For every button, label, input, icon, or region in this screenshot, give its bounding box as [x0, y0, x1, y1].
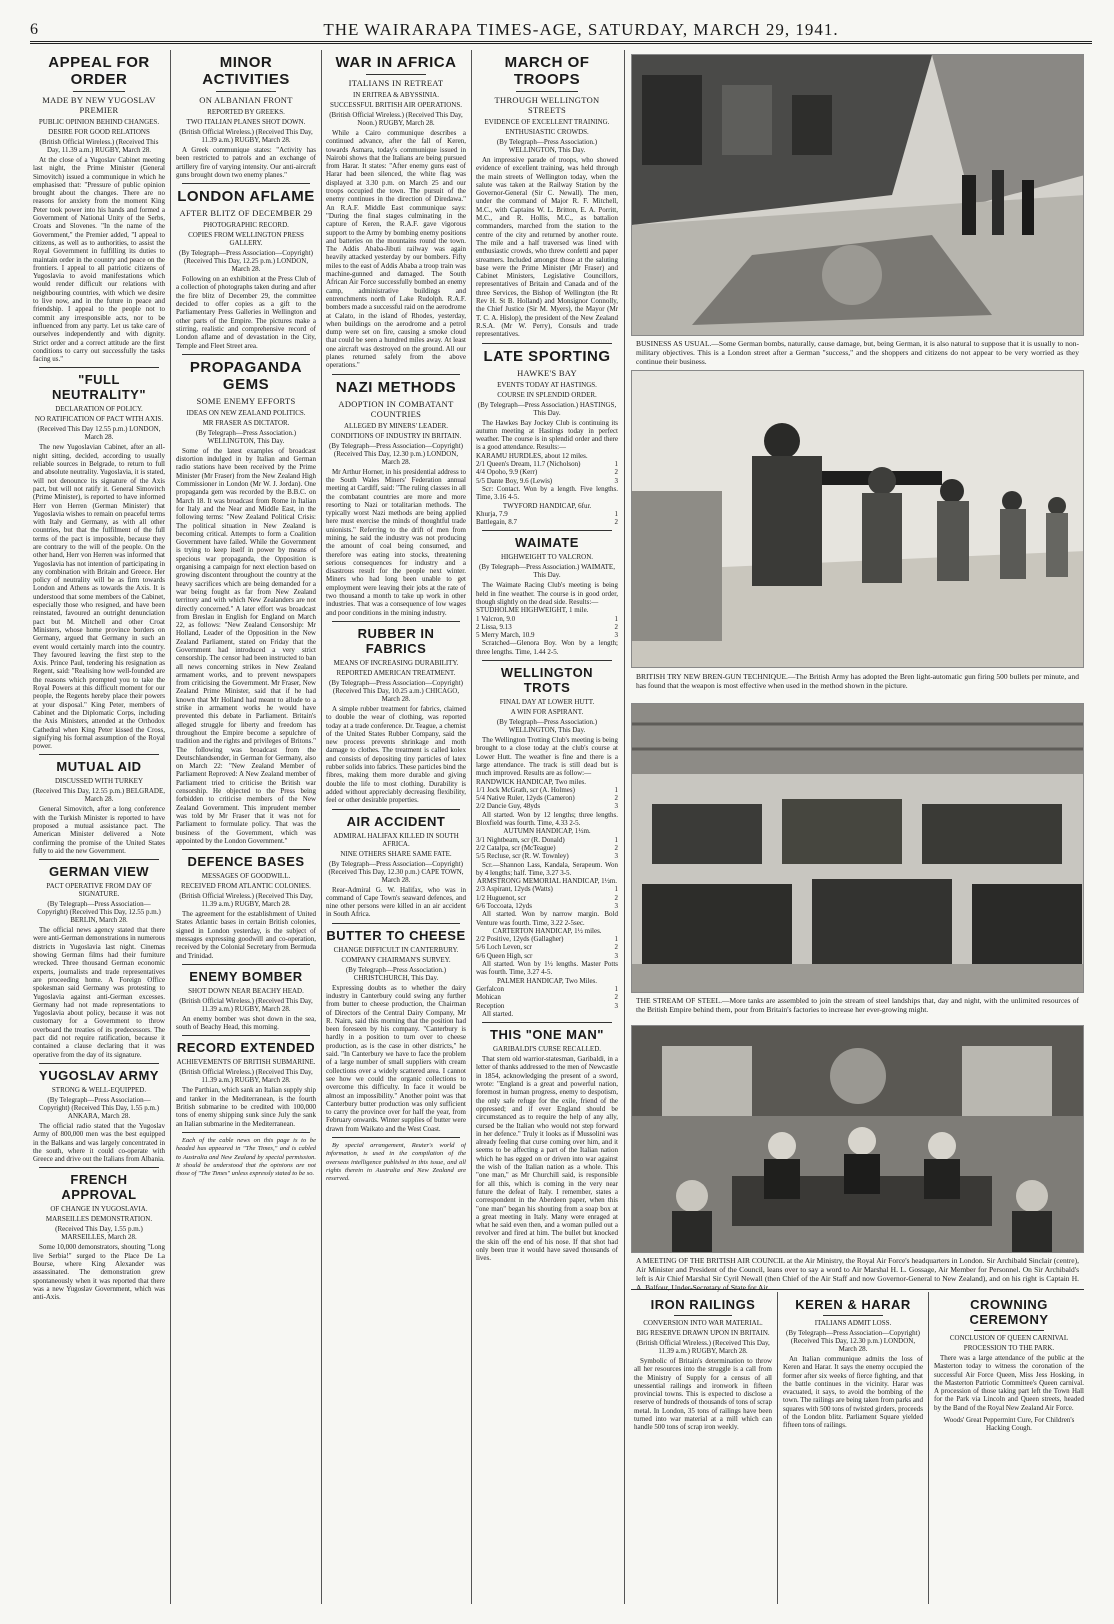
race-result-row	[476, 952, 618, 960]
race-title: TWYFORD HANDICAP, 6fur.	[502, 501, 592, 510]
subheadline: HAWKE'S BAY	[517, 367, 577, 378]
article-body: The Parthian, which sank an Italian supply ship and tanker in the Mediterranean, is the fourth British submarine to be credited with 100,000 tons of enemy shipping sunk since July the sank an Italian submarine in the Mediterranean.	[176, 1086, 316, 1128]
dateline: (By Telegraph—Press Association—Copyright) (Received This Day, 12.30 p.m.) LONDON, March 28.	[329, 441, 463, 466]
race-result-row	[476, 794, 618, 802]
horse-name: 5/4 Native Ruler, 12yds (Cameron)	[476, 794, 575, 803]
article-body: The official news agency stated that there were anti-German demonstrations in numerous districts in Yugoslavia last night. Cinemas showing German films had their furniture wrecked. Three thousand German economic experts, journalists and trade representatives are proceeding home. A Foreign Office spokesman said Germany was protesting to Yugoslavia against anti-German excesses. Germany had not made representations to Yugoslavia about policy, because it was not customary for a Government to throw overboard the treaties of its predecessors. The pact did not require ratification, because it contained a clause declaring that it was operative from the day of its signature.	[33, 926, 165, 1059]
photo-caption: A MEETING OF THE BRITISH AIR COUNCIL at the Air Ministry, the Royal Air Force's headquarters in London. Sir Archibald Sinclair (centre), Air Minister and President of the Council, leans over to say a word to Air Marshal H. L. Gossage, Air Member for Personnel. On Sir Archibald's left is Air Chief Marshal Sir Cyril Newall (then Chief of the Air Staff and now Governor-General to New Zealand), and on his right is Captain H. A. Balfour, Under-Secretary of State for Air.	[636, 1256, 1079, 1292]
dateline: (British Official Wireless.) (Received This Day, 11.39 a.m.) RUGBY, March 28.	[179, 128, 313, 144]
article-body: The new Yugoslavian Cabinet, after an all-night sitting, decided, according to usually reliable sources in Belgrade, to return to full and absolute neutrality. Yugoslavia, it is stated, will not denounce its signature of the Axis pact, but will not ratify it. General Simovitch (Prime Minister), is reported to have informed Herr von Herren (German Minister) that Yugoslavia wishes to remain on peaceful terms with Italy and Germany, as with all other countries, but that the fulfilment of the full terms of the pact is impossible, because they are contrary to the will of the people. On the other hand, Herr von Herren was informed that Yugoslavia has not intention of participating in any combination with Britain and Greece. Her policy of neutrality will be as firm towards London and Athens as towards the Axis. It is understood that some members of the Cabinet, especially those who resigned, and have been reinstated, favoured an outright denunciation pact but M. Mitchell and other Croat Ministers, whose home province borders on Germany, argued that Germany in such an event would certainly march into the country. They favoured leaving the first step to the Axis. Prince Paul, tendering his resignation as Regent, said: "Realising how well-founded are the reasons which prompted you to take the Royal Powers at this difficult moment for our people, the Regents hereby place their powers at your disposal." King Peter, members of Cabinet and the Diplomatic Corps, including the Axis Ministers, attended at the Orthodox Cathedral when King Peter kissed the Cross, signifying his formal assumption of the Royal power.	[33, 443, 165, 751]
subheadline: COURSE IN SPLENDID ORDER.	[497, 390, 597, 399]
article-full-neutrality	[33, 372, 165, 750]
headline: CROWNING CEREMONY	[969, 1297, 1049, 1327]
subheadline: SUCCESSFUL BRITISH AIR OPERATIONS.	[330, 101, 462, 109]
article-body: The Waimate Racing Club's meeting is being held in fine weather. The course is in good order, though slightly on the dead side. Results:—	[476, 581, 618, 606]
headline: ENEMY BOMBER	[189, 968, 303, 984]
subheadline: OF CHANGE IN YUGOSLAVIA.	[50, 1205, 148, 1214]
photo-bren-gun-soldiers	[631, 370, 1084, 668]
subheadline: ACHIEVEMENTS OF BRITISH SUBMARINE.	[176, 1058, 316, 1067]
horse-name: 2 Lissa, 9.13	[476, 622, 512, 631]
article-body: An Italian communique admits the loss of Keren and Harar. It says the enemy occupied the former after six weeks of fierce fighting, and that the battle continues in the vicinity. Harar was evacuated, it says, to avoid the bombing of the town. The railings are being taken from parks and squares with 500 tons of twisted girders, proceeds of the London blitz. Parliament Square yielded fifteen tons of railings.	[783, 1355, 923, 1430]
dateline: (British Official Wireless.) (Received This Day, 11.39 a.m.) RUGBY, March 28.	[179, 996, 313, 1013]
placing: 1	[614, 614, 618, 623]
subheadline: NO RATIFICATION OF PACT WITH AXIS.	[34, 415, 164, 424]
headline: FRENCH APPROVAL	[61, 1172, 137, 1203]
subheadline: PUBLIC OPINION BEHIND CHANGES.	[38, 118, 160, 126]
headline: MINOR ACTIVITIES	[202, 54, 290, 88]
race-result-row	[476, 935, 618, 943]
race-result-row	[476, 510, 618, 518]
dateline: (By Telegraph—Press Association—Copyright) (Received This Day, 10.25 a.m.) CHICAGO, March 28.	[329, 678, 463, 703]
race-results	[476, 985, 618, 1010]
reuters-note: By special arrangement, Reuter's world of information, is used in the compilation of the overseas intelligence published in this issue, and all rights therein in Australia and New Zealand are reserved.	[326, 1142, 466, 1183]
headline: APPEAL FOR ORDER	[48, 54, 150, 88]
page-number: 6	[30, 20, 38, 38]
dateline: (British Official Wireless.) (Received This Day, Noon.) RUGBY, March 28.	[329, 111, 463, 127]
photo-tank-factory	[631, 703, 1084, 993]
subheadline: ALLEGED BY MINERS' LEADER.	[343, 421, 449, 430]
horse-name: 5/5 Dante Boy, 9.6 (Lewis)	[476, 476, 553, 485]
subheadline: MADE BY NEW YUGOSLAV PREMIER	[42, 95, 156, 115]
horse-name: 2/2 Dancie Guy, 48yds	[476, 802, 541, 811]
headline: MARCH OF TROOPS	[504, 54, 590, 88]
copyright-note: Each of the cable news on this page is to be headed has appeared in "The Times," and is cabled to Australia and New Zealand by special permission. It should be understood that the opinions are not those of "The Times" unless expressly stated to be so.	[176, 1136, 316, 1178]
article-wellington-trots	[476, 665, 618, 1018]
race-result-row	[476, 615, 618, 623]
horse-name: Mohican	[476, 993, 501, 1002]
article-rubber-in-fabrics	[326, 626, 466, 805]
race-result-row	[476, 460, 618, 468]
headline: AIR ACCIDENT	[346, 813, 446, 829]
article-body: Symbolic of Britain's determination to throw all her resources into the struggle is a call from the Ministry of Supply for a census of all unessential railings and ironwork in fifteen provincial towns. This is expected to disclose a reserve of hundreds of thousands of tons of scrap metal. In London, 35 tons of railings have been turned into war material at a mill which can handle 500 tons of scrap iron weekly.	[634, 1357, 772, 1432]
headline: IRON RAILINGS	[650, 1297, 756, 1312]
subheadline: COMPANY CHAIRMAN'S SURVEY.	[341, 955, 451, 964]
placing: 1	[614, 984, 618, 993]
section-rule	[631, 1289, 1084, 1290]
race-results	[476, 836, 618, 861]
horse-name: 2/1 Queen's Dream, 11.7 (Nicholson)	[476, 460, 581, 469]
dateline: (By Telegraph—Press Association—Copyright) (Received This Day, 1.55 p.m.) ANKARA, March 28.	[38, 1095, 160, 1120]
horse-name: Gerfalcon	[476, 984, 504, 993]
subheadline: CONDITIONS OF INDUSTRY IN BRITAIN.	[330, 431, 462, 440]
article-late-sporting	[476, 348, 618, 527]
horse-name: Khurja, 7.9	[476, 509, 508, 518]
race-title: KARAMU HURDLES, about 12 miles.	[476, 451, 588, 460]
photo-caption: BUSINESS AS USUAL.—Some German bombs, naturally, cause damage, but, being German, it is also natural to suppose that it is usually to non-military objectives. This is a London street after a German "success," and the shoppers and citizens do not appear to be very worried as they continue their business.	[636, 339, 1079, 366]
race-note: All started. Won by narrow margin. Bold Venture was fourth. Time, 3.22 2-5sec.	[476, 910, 618, 927]
placing: 2	[614, 518, 618, 527]
placing: 2	[614, 794, 618, 803]
race-note: Scr.—Shannon Lass, Kandala, Serapeum. Won by 4 lengths; half. Time, 3.27 3-5.	[476, 860, 618, 877]
article-body: Some of the latest examples of broadcast distortion indulged in by Italian and German radio stations have been received by the Prime Minister (Mr Fraser) from the New Zealand High Commissioner in London (Mr W. J. Jordan). One propaganda gem was recorded by the B.B.C. on March 18. It was broadcast from Rome in Italian for Italy and the Near and Middle East, in the following terms: "New Zealand Political Crisis: The political situation in New Zealand is becoming critical. Attempts to form a Coalition Government have failed. While the Government is trying to keep itself in power by means of specious war propaganda, the Opposition is organising a campaign for next election based on growing discontent throughout the country at the heavy sacrifices which are being demanded for a war being fought as far from New Zealand territory and with which New Zealanders are not directly concerned." A later effort was broadcast from Breslau in English for England on March 22, as follows: "New Zealand Censorship: Mr Holland, Leader of the Opposition in the New Zealand Parliament, stated on Friday that the Government had introduced a very strict censorship. The censor had been instructed to ban all news concerning strikes in New Zealand armament works, and to prevent newspapers from criticising the Government. Mr Fraser, New Zealand Prime Minister, said that if he had known that Mr Holland had meant to allude to a strike in armament works he would have prevented this debate in Parliament. Britain's alleged struggle for liberty and freedom has throughout the Empire become a sepulchre of tradition and the rights and privileges of Britons." The following was broadcast from the Deutschlandsender, in German for Germany, also on March 22: "New Zealand Member of Parliament Reproved: A New Zealand member of Parliament tried to criticise the British war censorship. He objected to the Press being forbidden to criticise members of the New Zealand Government. This imprudent member was told by Mr Fraser that it was not for Parliament to formulate policy. That was the business of the Government, which was appointed by the London Government."	[176, 446, 316, 845]
race-result-row	[476, 852, 618, 860]
article-yugoslav-army	[33, 1068, 165, 1163]
subheadline: DISCUSSED WITH TURKEY	[54, 777, 144, 786]
article-french-approval	[33, 1172, 165, 1301]
article-body: The Wellington Trotting Club's meeting is being brought to a close today at the club's course at Lower Hutt. The weather is fine and there is a large attendance. The track is still dead but is much improved. Results are as follow:—	[476, 736, 618, 778]
subheadline: SHOT DOWN NEAR BEACHY HEAD.	[188, 986, 304, 995]
article-body: That stern old warrior-statesman, Garibaldi, in a letter of thanks addressed to the men of Newcastle in 1854, acknowledging the present of a sword, wrote: "England is a great and powerful nation, foremost in human progress, enemy to despotism, the only safe refuge for the exile, friend of the oppressed; and if ever England should be circumstanced as to require the help of any ally, cursed be the Italian who would not step forward in her defence." Truly it looks as if Mussolini was already feeling that curse coming over him, and it seems to be affecting a part of the Italian nation which he has egged on or driven into war against the wish of the Italian nation as a whole. This "one man," as Mr Churchill said, is responsible for all this, which is coming in the very near future the defeat of Italy. I remember, states a correspondent in the Aberdeen paper, when this "one man" began his shouting from a soap box at a great meeting in Italy. Many were enraged at what he said even then, and a woman pulled out a revolver and fired at him. The bullet but knocked the skin off the end of his nose. If that shot had only been true it would have saved thousands of lives.	[476, 1055, 618, 1263]
subheadline: IDEAS ON NEW ZEALAND POLITICS.	[186, 408, 306, 417]
placing: 1	[614, 885, 618, 894]
article-london-aflame	[176, 188, 316, 350]
headline: PROPAGANDA GEMS	[189, 358, 303, 393]
article-body: General Simovitch, after a long conference with the Turkish Minister is reported to have proposed a mutual assistance pact. The American Minister delivered a Note confirming the promise of the United States fully to aid the new Government.	[33, 805, 165, 855]
race-result-row	[476, 943, 618, 951]
placing: 3	[614, 951, 618, 960]
race-title: STUDHOLME HIGHWEIGHT, 1 mile.	[476, 606, 589, 615]
race-result-row	[476, 985, 618, 993]
race-result-row	[476, 836, 618, 844]
article-propaganda-gems	[176, 359, 316, 845]
horse-name: 1/1 Jock McGrath, scr (A. Holmes)	[476, 785, 575, 794]
article-body: An impressive parade of troops, who showed evidence of excellent training, was held through the main streets of Wellington today, when the salute was taken at the Railway Station by the Governor-General (Sir C. Newall). The men, under the command of Major R. F. Mitchell, M.C., with Captains W. L. Britton, E. A. Porritt, M.C., and R. Hollis, M.C., as battalion commanders, marched from the station to the centre of the city and returned by another route. The mile and a half traversed was lined with enthusiastic crowds, who threw confetti and paper streamers. Included amongst those at the saluting base were the Prime Minister (Mr Fraser) and Cabinet Ministers, Legislative Councillors, representatives of Britain and Canada and of the three Services, the Bishop of Wellington (the Rt Rev H. St B. Holland) and Monsignor Connolly, the Chief Justice (Sir M. Myers), the Mayor (Mr T. C. A. Hislop), the president of the New Zealand R.S.A. (Mr W. Perry), Consuls and trade representatives.	[476, 156, 618, 339]
column-1	[33, 50, 165, 1604]
race-result-row	[476, 518, 618, 526]
horse-name: 6/6 Queen High, scr	[476, 951, 533, 960]
article-body: At the close of a Yugoslav Cabinet meeting last night, the Prime Minister (General Simovitch) issued a communique in which he emphasised that: "Pressure of public opinion brought about the changes. There are no reasons for anxiety from the moment King Peter took power into his hands and formed a Government of National Unity of the Serbs, Croats and Slovenes. "In the name of the Government," the Premier added, "I appeal to citizens, as well as to authorities, to assist the Royal Government in fulfilling its duties to maintain order in the country and peace on the frontiers. I appeal to all patriotic citizens of Yugoslavia to avoid manifestations which would render difficult our relations with neighbouring countries, with which we desire to live now, and in the future in peace and friendship. I appeal to the people not to commit any irresponsible acts, nor to be influenced from any party. Let us take care of ourselves independently and with dignity. Strict order and a correct attitude are the first conditions to carry out successfully the tasks facing us."	[33, 156, 165, 364]
horse-name: 5/6 Loch Leven, scr	[476, 943, 532, 952]
column-4	[476, 50, 618, 1604]
race-results	[476, 885, 618, 910]
dateline: (Received This Day 12.55 p.m.) LONDON, March 28.	[37, 425, 161, 442]
race-title: PALMER HANDICAP, Two Miles.	[496, 976, 598, 985]
race-result-row	[476, 631, 618, 639]
race-title: AUTUMN HANDICAP, 1½m.	[503, 827, 591, 836]
subheadline: STRONG & WELL-EQUIPPED.	[51, 1085, 147, 1094]
horse-name: 2/3 Aspirant, 12yds (Watts)	[476, 885, 553, 894]
article-body: A simple rubber treatment for fabrics, claimed to double the wear of clothing, was reported today at a trade conference. Dr. Teague, a chemist of the United States Rubber Company, said the new process prevents shrinkage and moth damage to clothes. The treatment is called kolex and consists of depositing tiny particles of latex rubber solids into fabrics. These particles bind the fibres, making them more durable and giving double the life to most clothing. Durability is added without appreciably decreasing flexibility, feel or other desirable properties.	[326, 704, 466, 805]
subheadline: DESIRE FOR GOOD RELATIONS	[48, 128, 150, 136]
subheadline: FINAL DAY AT LOWER HUTT.	[499, 698, 595, 707]
article-waimate	[476, 535, 618, 656]
dateline: (By Telegraph—Press Association.) WELLINGTON, This Day.	[496, 138, 598, 154]
article-body: An enemy bomber was shot down in the sea, south of Beachy Head, this morning.	[176, 1014, 316, 1032]
horse-name: 2/2 Positive, 12yds (Gallagher)	[476, 935, 564, 944]
dateline: (By Telegraph—Press Association—Copyright) (Received This Day, 12.30 p.m.) LONDON, March 28.	[786, 1329, 920, 1353]
race-title: ARMSTRONG MEMORIAL HANDICAP, 1½m.	[476, 877, 618, 886]
placing: 2	[614, 943, 618, 952]
subheadline: CONCLUSION OF QUEEN CARNIVAL	[949, 1334, 1069, 1342]
placing: 1	[614, 935, 618, 944]
subheadline: CHANGE DIFFICULT IN CANTERBURY.	[333, 945, 459, 954]
subheadline: MARSEILLES DEMONSTRATION.	[45, 1215, 153, 1224]
article-appeal-for-order	[33, 54, 165, 363]
article-air-accident	[326, 814, 466, 919]
subheadline: THROUGH WELLINGTON STREETS	[494, 95, 600, 115]
horse-name: 2/2 Catalpa, scr (McTeague)	[476, 843, 556, 852]
article-iron-railings	[634, 1293, 772, 1604]
placing: 3	[614, 476, 618, 485]
race-title: CARTERTON HANDICAP, 1½ miles.	[492, 926, 602, 935]
article-defence-bases	[176, 854, 316, 960]
dateline: (By Telegraph—Press Association.) HASTINGS, This Day.	[477, 400, 617, 417]
placing: 2	[614, 893, 618, 902]
article-german-view	[33, 864, 165, 1059]
article-record-extended	[176, 1040, 316, 1127]
placing: 1	[614, 835, 618, 844]
race-results	[476, 615, 618, 640]
article-body: The agreement for the establishment of United States Atlantic bases in certain British colonies, signed in London yesterday, is the subject of messages expressing goodwill and co-operation, received by the Colonial Secretary from Bermuda and Trinidad.	[176, 910, 316, 960]
subheadline: PACT OPERATIVE FROM DAY OF SIGNATURE.	[46, 882, 152, 899]
article-crowning-ceremony	[934, 1293, 1084, 1604]
horse-name: 1/2 Huguenot, scr	[476, 893, 526, 902]
placing: 2	[614, 468, 618, 477]
article-body: There was a large attendance of the public at the Masterton today to witness the coronation of the successful Air Force Queen, Miss Jess Hosking, in the Masterton Patriotic Committee's Queen carnival. A procession of those taking part left the Town Hall for the Park via Lincoln and Queen streets, headed by the Band of the Royal New Zealand Air Force.	[934, 1354, 1084, 1412]
dateline: (By Telegraph—Press Association.) CHRISTCHURCH, This Day.	[345, 965, 447, 982]
dateline: (By Telegraph—Press Association—Copyright) (Received This Day, 12.55 p.m.) BERLIN, March 28.	[37, 900, 161, 925]
headline: YUGOSLAV ARMY	[39, 1067, 159, 1083]
article-minor-activities	[176, 54, 316, 179]
subheadline: PROCESSION TO THE PARK.	[963, 1344, 1055, 1352]
dateline: (By Telegraph—Press Association.) WAIMATE, This Day.	[479, 563, 615, 580]
masthead	[30, 18, 1092, 44]
column-rule	[170, 50, 171, 1604]
headline: NAZI METHODS	[335, 378, 457, 396]
race-result-row	[476, 894, 618, 902]
article-body: A Greek communique states: "Activity has been restricted to patrols and an exchange of artillery fire of varying intensity. Our anti-aircraft guns brought down two enemy planes."	[176, 146, 316, 179]
newspaper-title: THE WAIRARAPA TIMES-AGE, SATURDAY, MARCH 29, 1941.	[323, 19, 839, 39]
article-march-of-troops	[476, 54, 618, 339]
subheadline: ADMIRAL HALIFAX KILLED IN SOUTH AFRICA.	[333, 831, 459, 848]
article-body: Mr Arthur Horner, in his presidential address to the South Wales Miners' Federation annual meeting at Cardiff, said: "The ruling classes in all the combatant countries are more and more resorting to Nazi or totalitarian methods. The typically worst Nazi methods are being applied here must exercise the minds of thoughtful trade unionists." Referring to the drift of men from mining, he said the industry was not producing the amount of coal being consumed, and therefore was eating into stocks, threatening serious consequences for industry and a disastrous result for the people next winter. Miners who had long been unable to get employment were leaving their jobs at the rate of two thousand a month to take up work in other industries. That was a consequence of low wages and poor conditions in the mining industry.	[326, 467, 466, 617]
horse-name: 5 Merry March, 10.9	[476, 631, 535, 640]
column-rule	[624, 50, 625, 1604]
horse-name: 1 Valcron, 9.0	[476, 614, 516, 623]
headline: GERMAN VIEW	[48, 864, 150, 880]
subheadline: REPORTED AMERICAN TREATMENT.	[336, 668, 456, 677]
race-result-row	[476, 468, 618, 476]
horse-name: 4/4 Opoho, 9.9 (Kerr)	[476, 468, 538, 477]
race-result-row	[476, 802, 618, 810]
subheadline: EVENTS TODAY AT HASTINGS.	[497, 380, 597, 389]
subheadline: REPORTED BY GREEKS.	[207, 108, 285, 116]
subheadline: PHOTOGRAPHIC RECORD.	[203, 221, 289, 230]
race-results	[476, 510, 618, 527]
horse-name: 6/6 Toccoata, 12yds	[476, 902, 532, 910]
article-butter-to-cheese	[326, 928, 466, 1133]
race-results	[476, 786, 618, 811]
advertisement: Woods' Great Peppermint Cure, For Children's Hacking Cough.	[943, 1416, 1075, 1433]
headline: DEFENCE BASES	[187, 854, 305, 870]
horse-name: Battlegain, 8.7	[476, 518, 518, 527]
headline: LONDON AFLAME	[177, 188, 315, 206]
dateline: (By Telegraph—Press Association—Copyright) (Received This Day, 12.30 p.m.) CAPE TOWN, March 28.	[328, 859, 464, 884]
dateline: (By Telegraph—Press Association.) WELLINGTON, This Day.	[496, 718, 598, 735]
photo-air-council-meeting	[631, 1025, 1084, 1253]
race-results	[476, 460, 618, 485]
placing: 3	[614, 1001, 618, 1010]
race-result-row	[476, 844, 618, 852]
race-result-row	[476, 477, 618, 485]
subheadline: SOME ENEMY EFFORTS	[196, 395, 296, 406]
dateline: (Received This Day, 1.55 p.m.) MARSEILLES, March 28.	[55, 1225, 143, 1242]
placing: 2	[614, 993, 618, 1002]
subheadline: ITALIANS IN RETREAT	[348, 78, 444, 88]
dateline: (British Official Wireless.) (Received This Day, 11.39 a.m.) RUGBY, March 28.	[179, 1068, 313, 1085]
placing: 3	[614, 852, 618, 861]
subheadline: EVIDENCE OF EXCELLENT TRAINING.	[484, 118, 610, 126]
placing: 3	[614, 802, 618, 811]
horse-name: Reception	[476, 1001, 505, 1010]
article-body: Rear-Admiral G. W. Halifax, who was in command of Cape Town's seaward defences, and nine other persons were killed in an air accident in South Africa.	[326, 885, 466, 919]
race-note: All started. Won by 12 lengths; three lengths. Bloxfield was fourth. Time, 4.33 2-5.	[476, 810, 618, 828]
column-rule	[928, 1292, 929, 1604]
article-body: The official radio stated that the Yugoslav Army of 800,000 men was the best equipped in the Balkans and was largely concentrated in the south, where it could co-operate with Greece and drive out the Italians from Albania.	[33, 1121, 165, 1164]
race-result-row	[476, 885, 618, 893]
subheadline: HIGHWEIGHT TO VALCRON.	[500, 553, 594, 562]
headline: KEREN & HARAR	[795, 1297, 911, 1312]
placing: 3	[614, 902, 618, 910]
article-body: Following on an exhibition at the Press Club of a collection of photographs taken during and after the fire blitz of December 29, the committee decided to offer copies as a gift to the Parliamentary Press Galleries in Wellington and other parts of the Empire. The pictures make a stirring, realistic and comprehensive record of London aflame and of devastation in the City, Temple and Fleet Street area.	[176, 275, 316, 350]
article-keren-harar	[783, 1293, 923, 1604]
photo-bomb-damaged-street	[631, 54, 1084, 336]
subheadline: CONVERSION INTO WAR MATERIAL.	[643, 1319, 763, 1327]
race-result-row	[476, 786, 618, 794]
subheadline: ON ALBANIAN FRONT	[199, 95, 293, 105]
headline: THIS "ONE MAN"	[490, 1027, 604, 1043]
headline: RECORD EXTENDED	[176, 1040, 316, 1056]
article-nazi-methods	[326, 379, 466, 617]
column-rule	[321, 50, 322, 1604]
subheadline: GARIBALDI'S CURSE RECALLED.	[492, 1045, 601, 1054]
headline: "FULL NEUTRALITY"	[52, 372, 146, 403]
subheadline: TWO ITALIAN PLANES SHOT DOWN.	[186, 118, 306, 126]
column-rule	[471, 50, 472, 1604]
race-result-row	[476, 623, 618, 631]
dateline: (British Official Wireless.) (Received This Day, 11.39 a.m.) RUGBY, March 28.	[39, 138, 159, 154]
subheadline: DECLARATION OF POLICY.	[55, 405, 143, 414]
dateline: (British Official Wireless.) (Received This Day, 11.39 a.m.) RUGBY, March 28.	[636, 1339, 770, 1355]
article-war-in-africa	[326, 54, 466, 370]
subheadline: AFTER BLITZ OF DECEMBER 29	[179, 208, 313, 219]
subheadline: ENTHUSIASTIC CROWDS.	[505, 128, 589, 136]
article-body: While a Cairo communique describes a continued advance, after the fall of Keren, towards Asmara, today's communique issued in Nairobi shows that the Italians are being pursued from Harar. It states: "After enemy guns east of Harar had been silenced, the white flag was displayed at 3.30 p.m. on March 25 and our troops occupied the town. The pursuit of the enemy continues in the direction of Diredawa." An R.A.F. Middle East communique says: "During the final stages culminating in the capture of Keren, the R.A.F. gave vigorous support to the Army by bombing enemy positions and batteries on the mountains round the town. The Addis Ababa-Jibuti railway was again heavily attacked yesterday by our bombers. Fifty miles to the east of Addis Ababa a troop train was machine-gunned and damaged. The South African Air Force successfully bombed an enemy camp, administrative buildings and entrenchments north of Lake Rudolph. R.A.F. bombers made a successful raid on the aerodrome at Calato, in the island of Rhodes, yesterday, when buildings on the aerodrome and a petrol dump were set on fire, causing a smoke cloud that could be seen a hundred miles away. At least one aircraft was destroyed on the ground. All our planes returned safely from the above operations."	[326, 129, 466, 370]
subheadline: A WIN FOR ASPIRANT.	[510, 708, 584, 717]
subheadline: IN ERITREA & ABYSSINIA.	[353, 91, 439, 99]
subheadline: ITALIANS ADMIT LOSS.	[814, 1319, 892, 1327]
dateline: (Received This Day, 12.55 p.m.) BELGRADE, March 28.	[33, 787, 165, 804]
race-result-row	[476, 902, 618, 910]
race-note: All started.	[482, 1009, 514, 1018]
headline: BUTTER TO CHEESE	[326, 927, 466, 943]
placing: 3	[614, 631, 618, 640]
race-title: RANDWICK HANDICAP, Two miles.	[476, 777, 587, 786]
subheadline: RECEIVED FROM ATLANTIC COLONIES.	[181, 882, 311, 891]
headline: WELLINGTON TROTS	[500, 665, 594, 696]
subheadline: ADOPTION IN COMBATANT COUNTRIES	[338, 398, 454, 419]
subheadline: MR FRASER AS DICTATOR.	[202, 418, 290, 427]
placing: 2	[614, 622, 618, 631]
horse-name: 5/5 Recluse, scr (R. W. Townley)	[476, 852, 569, 861]
column-2	[176, 50, 316, 1604]
article-body: Some 10,000 demonstrators, shouting "Long live Serbia!" surged to the Place De La Bourse, where King Alexander was assassinated. The demonstration grew spontaneously when it was reported that there was a new Yugoslav Government, which was anti-Axis.	[33, 1243, 165, 1302]
column-rule	[777, 1292, 778, 1604]
race-note: Scr: Contact. Won by a length. Five lengths. Time, 3.16 4-5.	[476, 484, 618, 502]
subheadline: NINE OTHERS SHARE SAME FATE.	[340, 849, 452, 858]
photo-caption: BRITISH TRY NEW BREN-GUN TECHNIQUE.—The British Army has adopted the Bren light-automatic gun firing 500 bullets per minute, and has found that the weapon is most effective when used in the method shown in the picture.	[636, 672, 1079, 690]
article-enemy-bomber	[176, 969, 316, 1032]
race-result-row	[476, 1002, 618, 1010]
headline: WAIMATE	[515, 535, 579, 551]
dateline: (By Telegraph—Press Association—Copyright) (Received This Day, 12.25 p.m.) LONDON, March 28.	[179, 249, 313, 274]
headline: WAR IN AFRICA	[335, 54, 457, 71]
race-note: All started. Won by 1½ lengths. Master Potts was fourth. Time, 3.27 4-5.	[476, 960, 618, 977]
subheadline: COPIES FROM WELLINGTON PRESS GALLERY.	[188, 231, 304, 248]
race-results	[476, 935, 618, 960]
dateline: (By Telegraph—Press Association.) WELLINGTON, This Day.	[195, 428, 297, 445]
headline: MUTUAL AID	[56, 759, 142, 775]
subheadline: BIG RESERVE DRAWN UPON IN BRITAIN.	[636, 1329, 770, 1337]
dateline: (British Official Wireless.) (Received This Day, 11.39 a.m.) RUGBY, March 28.	[179, 892, 313, 909]
article-one-man	[476, 1027, 618, 1262]
placing: 2	[614, 843, 618, 852]
race-result-row	[476, 993, 618, 1001]
placing: 1	[614, 509, 618, 518]
photo-caption: THE STREAM OF STEEL.—More tanks are assembled to join the stream of steel landships that, day and night, with the unlimited resources of the British Empire behind them, pour from Britain's factories to increase her ever-growing might.	[636, 996, 1079, 1014]
headline: LATE SPORTING	[483, 347, 611, 365]
subheadline: MESSAGES OF GOODWILL.	[201, 872, 291, 881]
article-body: Expressing doubts as to whether the dairy industry in Canterbury could swing any further from butter to cheese production, the Chairman of Directors of the Central Dairy Company, Mr R. Nairn, said this morning that the position had been foreseen by his company. "Canterbury is hardly in a position to turn over to cheese production, as is the case in other districts," he said. "In Canterbury we have to face the problem of a large number of small suppliers with cream collections over a widely scattered area. I cannot see how we could the organic collections to overcome this difficulty. In face it would be almost an impossibility." Another point was that Canterbury butter production was only sufficient to carry the province over for half the year, from February onwards. Winter supplies of butter were drawn from Waikato and the West Coast.	[326, 983, 466, 1133]
placing: 1	[614, 460, 618, 469]
article-body: The Hawkes Bay Jockey Club is continuing its autumn meeting at Hastings today in perfect weather. The course is in splendid order and there is a good attendance. Results:—	[476, 418, 618, 452]
headline: RUBBER IN FABRICS	[357, 625, 435, 656]
horse-name: 3/1 Nightbeam, scr (R. Donald)	[476, 835, 565, 844]
column-3	[326, 50, 466, 1604]
placing: 1	[614, 785, 618, 794]
article-mutual-aid	[33, 759, 165, 855]
race-note: Scratched—Glenora Boy. Won by a length; three lengths. Time, 1.44 2-5.	[476, 639, 618, 656]
subheadline: MEANS OF INCREASING DURABILITY.	[333, 658, 459, 667]
